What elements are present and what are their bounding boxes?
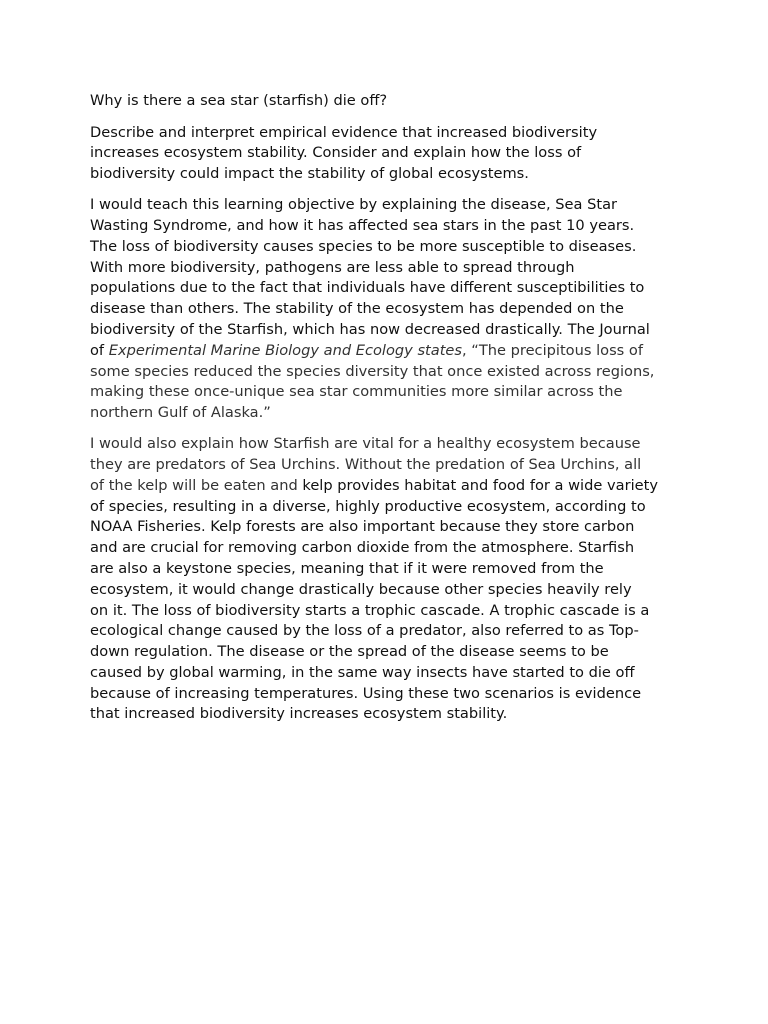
document-title: Why is there a sea star (starfish) die off? — [90, 92, 388, 109]
prompt-paragraph: Describe and interpret empirical evidence that increased biodiversity increases ecosystem stability. Consider and explain how the loss of biodiversity could impact the stability of global ecosystems. — [90, 123, 598, 183]
journal-quote: , “The precipitous loss of some species reduced the species diversity that once existed across regions, making these once-unique sea star communities more similar across the northern Gulf of Alaska.” — [90, 341, 655, 422]
paragraph-disease-text: I would teach this learning objective by explaining the disease, Sea Star Wasting Syndrome, and how it has affected sea stars in the past 10 years. The loss of biodiversity causes species to be more susceptible to diseases. With more biodiversity, pathogens are less able to spread through populations due to the fact that individuals have different susceptibilities to disease than others. The stability of the ecosystem has depended on the biodiversity of the Starfish, which has now decreased drastically. The Journal of — [90, 196, 650, 359]
paragraph-keystone-text: kelp provides habitat and food for a wide variety of species, resulting in a diverse, highly productive ecosystem, according to NOAA Fisheries. Kelp forests are also important because they store carbon and are crucial for removing carbon dioxide from the atmosphere. Starfish are also a keystone species, meaning that if it were removed from the ecosystem, it would change drastically because other species heavily rely on it. The loss of biodiversity starts a trophic cascade. A trophic cascade is a ecological change caused by the loss of a predator, also referred to as Top- down regulation. The disease or the spread of the disease seems to be caused by global warming, in the same way insects have started to die off because of increasing temperatures. Using these two scenarios is evidence that increased biodiversity increases ecosystem stability. — [90, 476, 658, 723]
document-body — [90, 91, 682, 735]
paragraph-disease — [90, 195, 682, 424]
paragraph-keystone-lead: I would also explain how Starfish are vital for a healthy ecosystem because they are predators of Sea Urchins. Without the predation of Sea Urchins, all of the kelp will be eaten and — [90, 435, 642, 494]
journal-title: Experimental Marine Biology and Ecology states — [108, 341, 463, 359]
paragraph-keystone — [90, 434, 682, 725]
